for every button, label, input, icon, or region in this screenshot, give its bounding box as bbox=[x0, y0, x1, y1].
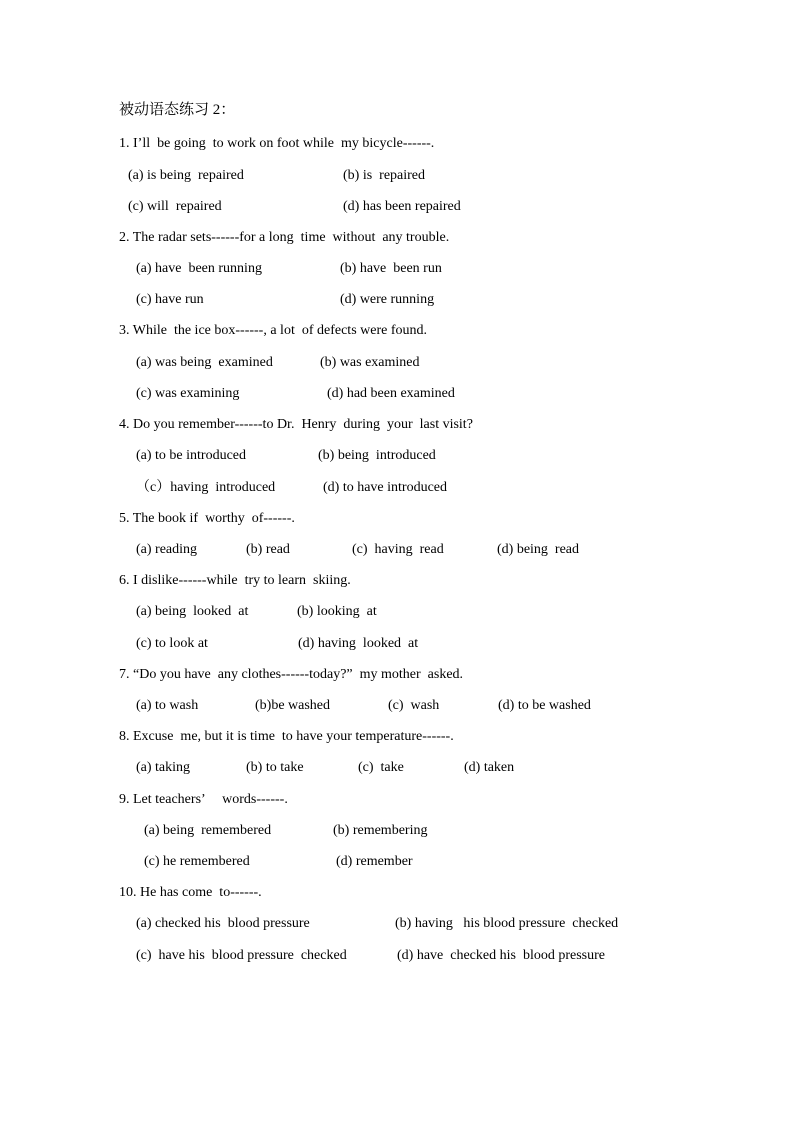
question-3-stem: 3. While the ice box------, a lot of defects were found. bbox=[119, 323, 428, 338]
question-1-option-b: (b) is repaired bbox=[343, 168, 426, 183]
question-8-option-b: (b) to take bbox=[246, 760, 304, 775]
question-8-option-a: (a) taking bbox=[136, 760, 191, 775]
question-6-option-d: (d) having looked at bbox=[298, 636, 419, 651]
question-8-option-c: (c) take bbox=[358, 760, 404, 775]
question-7-option-a: (a) to wash bbox=[136, 698, 199, 713]
question-3-option-b: (b) was examined bbox=[320, 355, 420, 370]
question-4-option-d: (d) to have introduced bbox=[323, 480, 448, 495]
question-6-stem: 6. I dislike------while try to learn skiing. bbox=[119, 573, 351, 588]
question-6-option-b: (b) looking at bbox=[297, 604, 377, 619]
question-2-option-a: (a) have been running bbox=[136, 261, 262, 276]
question-7-option-d: (d) to be washed bbox=[498, 698, 591, 713]
question-9-stem: 9. Let teachers’ words------. bbox=[119, 792, 288, 807]
question-5-option-d: (d) being read bbox=[497, 542, 580, 557]
question-4-option-a: (a) to be introduced bbox=[136, 448, 247, 463]
question-10-option-c: (c) have his blood pressure checked bbox=[136, 948, 347, 963]
question-1-option-d: (d) has been repaired bbox=[343, 199, 461, 214]
question-9-option-d: (d) remember bbox=[336, 854, 413, 869]
question-10-option-d: (d) have checked his blood pressure bbox=[397, 948, 605, 963]
question-1-stem: 1. I’ll be going to work on foot while my bicycle------. bbox=[119, 136, 435, 151]
question-5-stem: 5. The book if worthy of------. bbox=[119, 511, 295, 526]
question-4-option-c: （c）having introduced bbox=[136, 480, 276, 495]
question-3-option-a: (a) was being examined bbox=[136, 355, 273, 370]
question-3-option-c: (c) was examining bbox=[136, 386, 240, 401]
question-2-option-d: (d) were running bbox=[340, 292, 435, 307]
question-6-option-a: (a) being looked at bbox=[136, 604, 249, 619]
question-6-option-c: (c) to look at bbox=[136, 636, 208, 651]
question-7-option-c: (c) wash bbox=[388, 698, 440, 713]
question-5-option-b: (b) read bbox=[246, 542, 290, 557]
question-8-stem: 8. Excuse me, but it is time to have your temperature------. bbox=[119, 729, 454, 744]
page-title: 被动语态练习 2： bbox=[119, 102, 236, 118]
question-2-stem: 2. The radar sets------for a long time without any trouble. bbox=[119, 230, 450, 245]
question-8-option-d: (d) taken bbox=[464, 760, 515, 775]
question-5-option-c: (c) having read bbox=[352, 542, 444, 557]
question-9-option-a: (a) being remembered bbox=[144, 823, 272, 838]
question-7-stem: 7. “Do you have any clothes------today?” my mother asked. bbox=[119, 667, 464, 682]
question-2-option-b: (b) have been run bbox=[340, 261, 442, 276]
question-10-stem: 10. He has come to------. bbox=[119, 885, 262, 900]
question-9-option-b: (b) remembering bbox=[333, 823, 428, 838]
question-4-stem: 4. Do you remember------to Dr. Henry during your last visit? bbox=[119, 417, 473, 432]
question-4-option-b: (b) being introduced bbox=[318, 448, 436, 463]
question-9-option-c: (c) he remembered bbox=[144, 854, 250, 869]
question-10-option-b: (b) having his blood pressure checked bbox=[395, 916, 619, 931]
question-10-option-a: (a) checked his blood pressure bbox=[136, 916, 310, 931]
question-2-option-c: (c) have run bbox=[136, 292, 204, 307]
question-1-option-c: (c) will repaired bbox=[128, 199, 222, 214]
question-5-option-a: (a) reading bbox=[136, 542, 198, 557]
question-3-option-d: (d) had been examined bbox=[327, 386, 455, 401]
question-1-option-a: (a) is being repaired bbox=[128, 168, 244, 183]
question-7-option-b: (b)be washed bbox=[255, 698, 331, 713]
